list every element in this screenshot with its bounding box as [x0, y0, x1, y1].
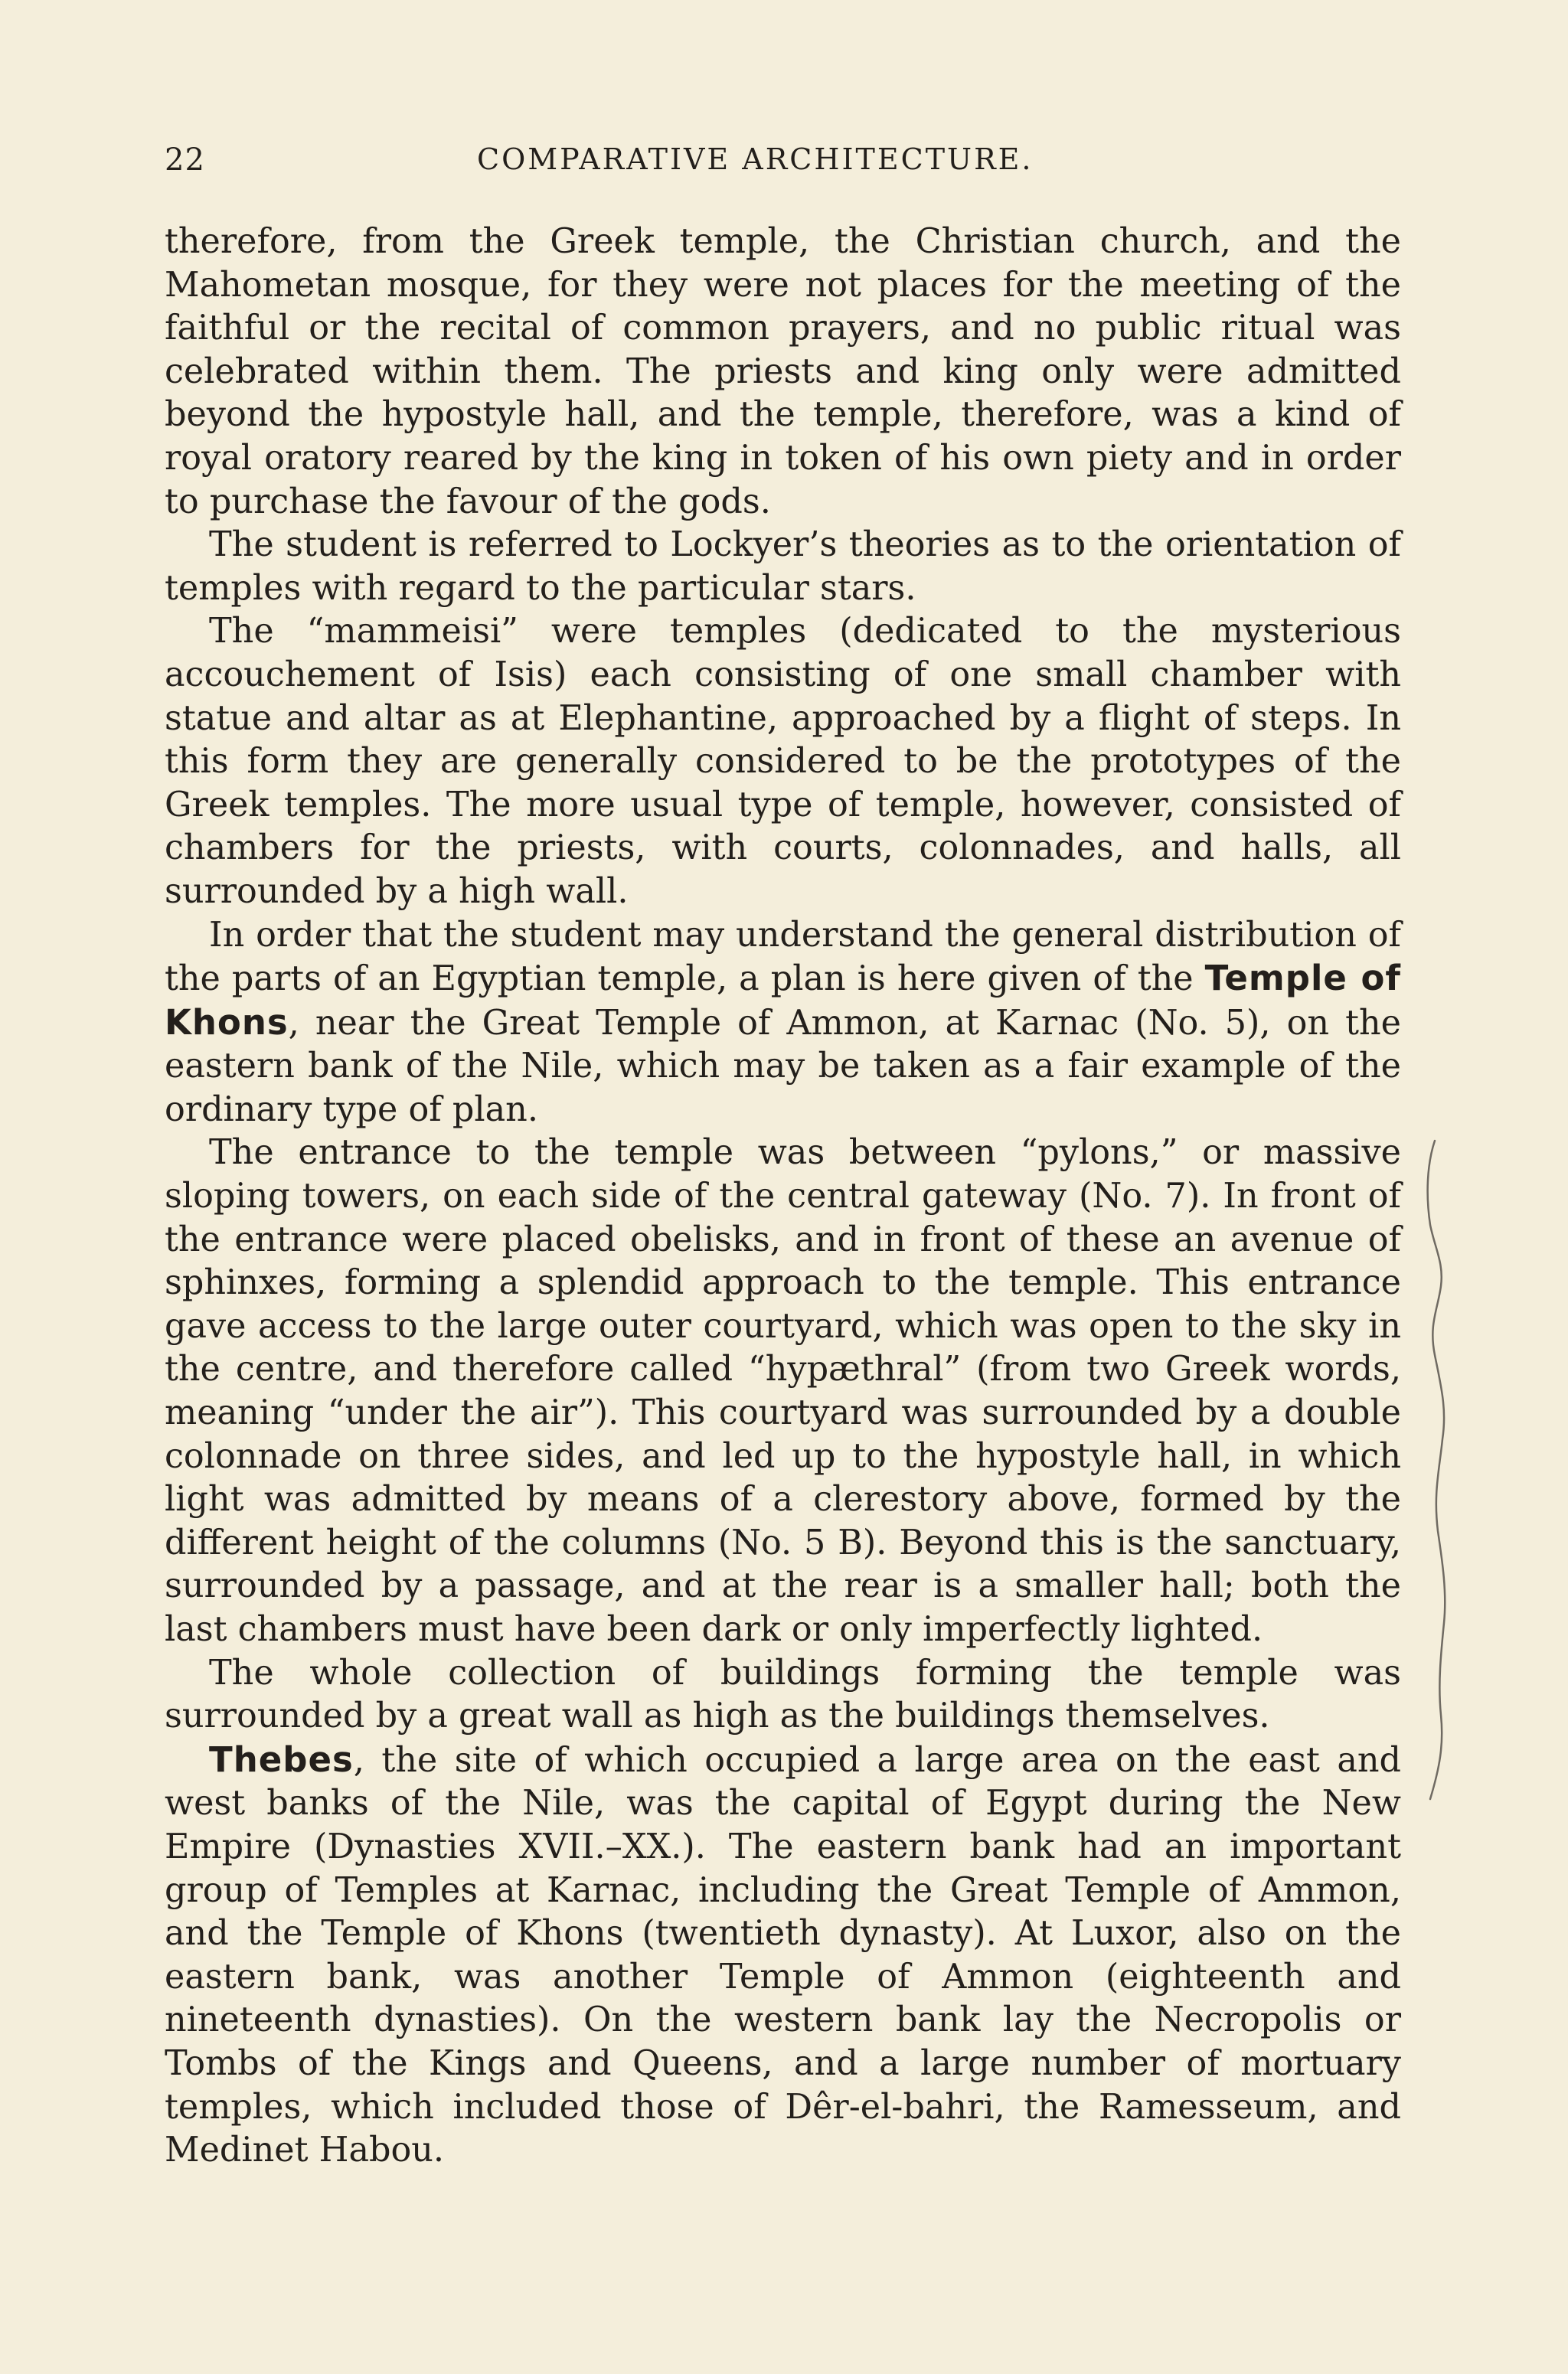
page-header [165, 142, 1401, 188]
page-number: 22 [165, 142, 205, 178]
inline-heading-thebes: Thebes [209, 1739, 354, 1780]
paragraph-thebes [165, 1739, 1401, 2173]
paragraph-great-wall: The whole collection of buildings forming the temple was surrounded by a great wall as high as the buildings themselves. [165, 1653, 1401, 1736]
paragraph-continuation: therefore, from the Greek temple, the Christian church, and the Mahometan mosque, for they were not places for the meeting of the faithful or the recital of common prayers, and no public ritual was celebrated within them. The priests and king only were admitted beyond the hypostyle hall, and the temple, therefore, was a kind of royal oratory reared by the king in token of his own piety and in order to purchase the favour of the gods. [165, 222, 1401, 521]
paragraph-temple-of-khons [165, 914, 1401, 1132]
body-text [165, 220, 1401, 2173]
paragraph-lockyer: The student is referred to Lockyer’s theories as to the orientation of temples with regard to the particular stars. [165, 525, 1401, 608]
paragraph-text: , the site of which occupied a large area on the east and west banks of the Nile, was the capital of Egypt during the New Empire (Dynasties XVII.–XX.). The eastern bank had an important group of Temples at Karnac, including the Great Temple of Ammon, and the Temple of Khons (twentieth dynasty). At Luxor, also on the eastern bank, was another Temple of Ammon (eighteenth and nineteenth dynasties). On the western bank lay the Necropolis or Tombs of the Kings and Queens, and a large number of mortuary temples, which included those of Dêr-el-bahri, the Ramesseum, and Medinet Habou. [165, 1740, 1401, 2170]
inline-heading-temple-of-khons: Temple of Khons [165, 958, 1401, 1043]
pencil-margin-bracket [1424, 1133, 1455, 1807]
paragraph-mammeisi: The “mammeisi” were temples (dedicated to the mysterious accouchement of Isis) each consisting of one small chamber with statue and altar as at Elephantine, approached by a flight of steps. In this form they are generally considered to be the prototypes of the Greek temples. The more usual type of temple, however, consisted of chambers for the priests, with courts, colonnades, and halls, all surrounded by a high wall. [165, 612, 1401, 911]
paragraph-entrance: The entrance to the temple was between “pylons,” or massive sloping towers, on each side of the central gateway (No. 7). In front of the entrance were placed obelisks, and in front of these an avenue of sphinxes, forming a splendid approach to the temple. This entrance gave access to the large outer courtyard, which was open to the sky in the centre, and therefore called “hypæthral” (from two Greek words, meaning “under the air”). This courtyard was surrounded by a double colonnade on three sides, and led up to the hypostyle hall, in which light was admitted by means of a clerestory above, formed by the different height of the columns (No. 5 B). Beyond this is the sanctuary, surrounded by a passage, and at the rear is a smaller hall; both the last chambers must have been dark or only imperfectly lighted. [165, 1133, 1401, 1649]
running-head: COMPARATIVE ARCHITECTURE. [477, 142, 1034, 176]
paragraph-text: In order that the student may understand the general distribution of the parts of an Egyptian temple, a plan is here given of the [165, 915, 1401, 999]
paragraph-text: , near the Great Temple of Ammon, at Karnac (No. 5), on the eastern bank of the Nile, which may be taken as a fair example of the ordinary type of plan. [165, 1003, 1401, 1129]
